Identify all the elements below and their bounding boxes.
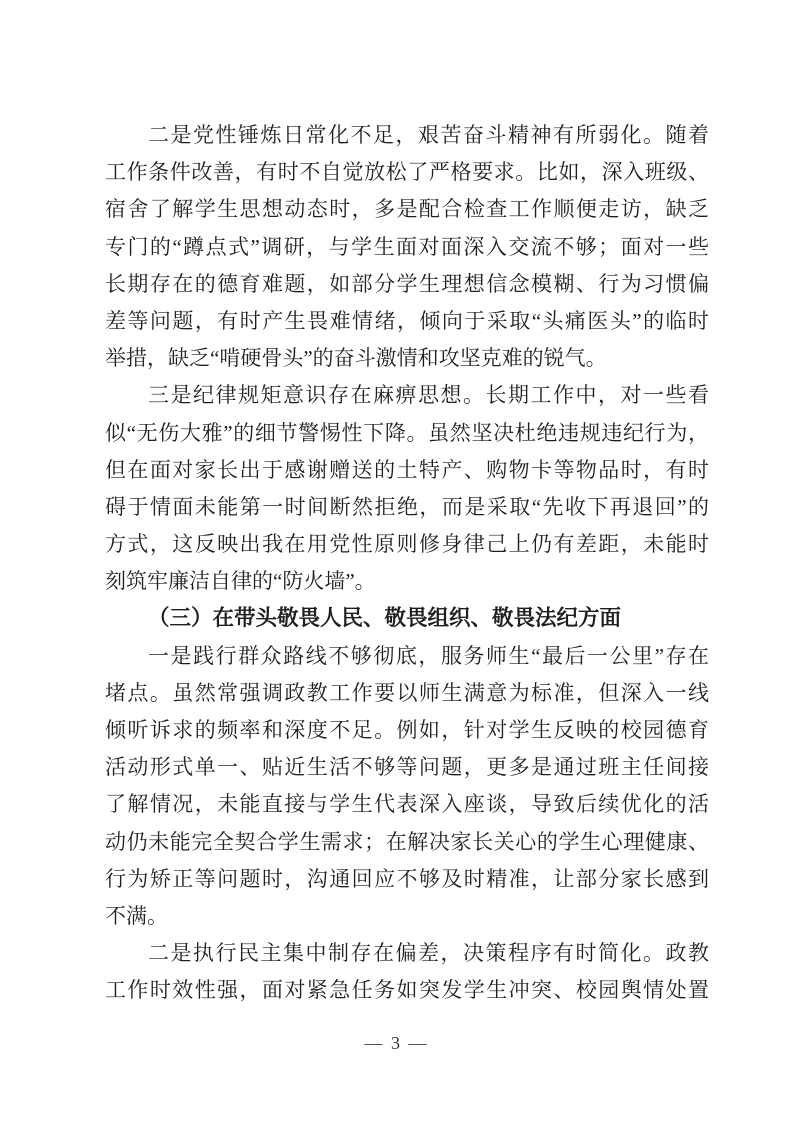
text-line: 不满。 <box>105 903 168 928</box>
text-line: 动仍未能完全契合学生需求；在解决家长关心的学生心理健康、 <box>105 829 709 854</box>
text-line: 倾听诉求的频率和深度不足。例如，针对学生反映的校园德育 <box>105 718 709 742</box>
text-line: 堵点。虽然常强调政教工作要以师生满意为标准，但深入一线 <box>105 680 709 705</box>
text-line: 但在面对家长出于感谢赠送的土特产、购物卡等物品时，有时 <box>105 457 709 482</box>
text-line: 举措，缺乏“啃硬骨头”的奋斗激情和攻坚克难的锐气。 <box>105 346 607 371</box>
text-line: 行为矫正等问题时，沟通回应不够及时精准，让部分家长感到 <box>105 866 709 891</box>
text-line: 差等问题，有时产生畏难情绪，倾向于采取“头痛医头”的临时 <box>105 308 709 333</box>
text-line: 长期存在的德育难题，如部分学生理想信念模糊、行为习惯偏 <box>105 271 709 296</box>
text-line: 方式，这反映出我在用党性原则修身律己上仍有差距，未能时 <box>105 532 709 557</box>
text-line: 碍于情面未能第一时间断然拒绝，而是采取“先收下再退回”的 <box>105 494 709 519</box>
text-line: 二是执行民主集中制存在偏差，决策程序有时简化。政教 <box>148 941 709 966</box>
page-footer <box>0 1033 793 1054</box>
text-line: 三是纪律规矩意识存在麻痹思想。长期工作中，对一些看 <box>148 383 709 408</box>
page-number: — 3 — <box>364 1033 429 1053</box>
text-line: 了解情况，未能直接与学生代表深入座谈，导致后续优化的活 <box>105 792 709 817</box>
text-line: 工作条件改善，有时不自觉放松了严格要求。比如，深入班级、 <box>105 160 709 185</box>
text-line: 工作时效性强，面对紧急任务如突发学生冲突、校园舆情处置 <box>105 978 709 1003</box>
text-line: 二是党性锤炼日常化不足，艰苦奋斗精神有所弱化。随着 <box>148 123 709 147</box>
text-line: 宿舍了解学生思想动态时，多是配合检查工作顺便走访，缺乏 <box>105 197 709 222</box>
section-heading: （三）在带头敬畏人民、敬畏组织、敬畏法纪方面 <box>148 606 622 631</box>
text-line: 似“无伤大雅”的细节警惕性下降。虽然坚决杜绝违规违纪行为， <box>105 420 709 445</box>
text-line: 一是践行群众路线不够彻底，服务师生“最后一公里”存在 <box>148 643 709 668</box>
document-body <box>105 117 709 1010</box>
text-line: 专门的“蹲点式”调研，与学生面对面深入交流不够；面对一些 <box>105 234 709 259</box>
text-line: 活动形式单一、贴近生活不够等问题，更多是通过班主任间接 <box>105 755 709 780</box>
text-line: 刻筑牢廉洁自律的“防火墙”。 <box>105 569 376 594</box>
